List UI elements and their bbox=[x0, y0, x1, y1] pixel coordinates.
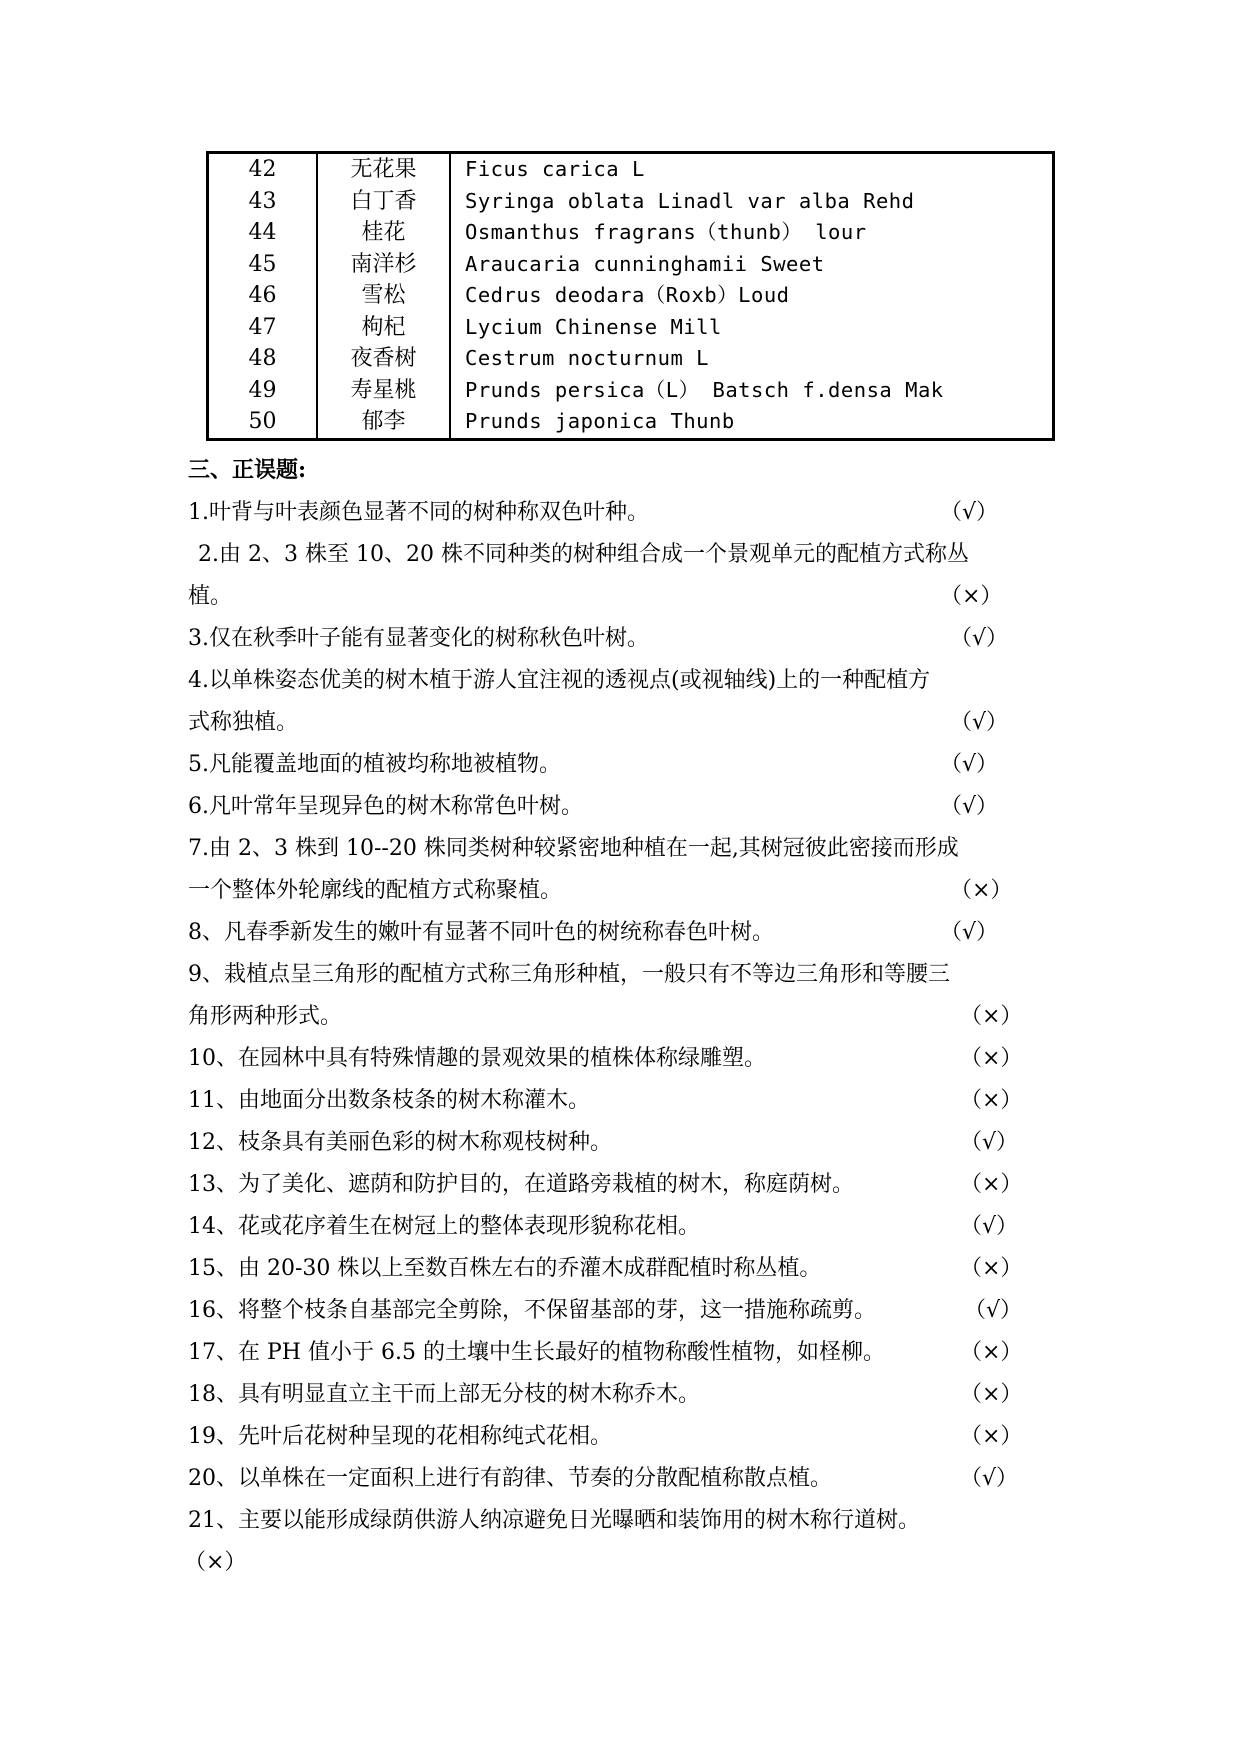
species-table-body bbox=[208, 153, 1054, 440]
question-text: 9、栽植点呈三角形的配植方式称三角形种植，一般只有不等边三角形和等腰三 bbox=[188, 962, 950, 987]
question-text: 16、将整个枝条自基部完全剪除，不保留基部的芽，这一措施称疏剪。 bbox=[188, 1298, 876, 1323]
question-line bbox=[188, 1290, 1058, 1332]
question-text: 7.由 2、3 株到 10--20 株同类树种较紧密地种植在一起,其树冠彼此密接而形成 bbox=[188, 836, 959, 861]
question-text: 3.仅在秋季叶子能有显著变化的树称秋色叶树。 bbox=[188, 626, 649, 651]
row-number: 44 bbox=[248, 220, 277, 245]
question-line bbox=[188, 1458, 1058, 1500]
table-row bbox=[208, 343, 1054, 375]
question-text: 4.以单株姿态优美的树木植于游人宜注视的透视点(或视轴线)上的一种配植方 bbox=[188, 668, 931, 693]
question-text: 一个整体外轮廓线的配植方式称聚植。 bbox=[188, 878, 563, 903]
latin-name: Prunds japonica Thunb bbox=[450, 406, 1054, 439]
question-text: 13、为了美化、遮荫和防护目的，在道路旁栽植的树木，称庭荫树。 bbox=[188, 1172, 854, 1197]
latin-name: Lycium Chinense Mill bbox=[450, 312, 1054, 344]
chinese-name: 郁李 bbox=[317, 406, 450, 439]
answer-mark: （√） bbox=[940, 794, 999, 819]
row-number: 46 bbox=[248, 283, 277, 308]
question-line bbox=[188, 1374, 1058, 1416]
question-text: 式称独植。 bbox=[188, 710, 299, 735]
answer-mark: （×） bbox=[960, 1172, 1023, 1197]
table-row bbox=[208, 312, 1054, 344]
answer-mark: （√） bbox=[960, 1214, 1019, 1239]
latin-name: Ficus carica L bbox=[450, 153, 1054, 186]
answer-mark: （√） bbox=[960, 1466, 1019, 1491]
question-text: 8、凡春季新发生的嫩叶有显著不同叶色的树统称春色叶树。 bbox=[188, 920, 774, 945]
answer-mark: （√） bbox=[964, 1298, 1023, 1323]
answer-mark: （×） bbox=[960, 1424, 1023, 1449]
answer-mark: （×） bbox=[940, 584, 1003, 609]
question-line bbox=[188, 576, 1058, 618]
question-text: 植。 bbox=[188, 584, 233, 609]
answer-mark: （×） bbox=[960, 1340, 1023, 1365]
question-line bbox=[188, 1500, 1058, 1542]
answer-mark: （×） bbox=[950, 878, 1013, 903]
answer-mark: （×） bbox=[960, 1046, 1023, 1071]
table-row bbox=[208, 375, 1054, 407]
question-line bbox=[188, 1206, 1058, 1248]
question-line bbox=[188, 1332, 1058, 1374]
question-line bbox=[188, 618, 1058, 660]
table-row bbox=[208, 153, 1054, 186]
question-text: 14、花或花序着生在树冠上的整体表现形貌称花相。 bbox=[188, 1214, 700, 1239]
latin-name: Cestrum nocturnum L bbox=[450, 343, 1054, 375]
question-text: 18、具有明显直立主干而上部无分枝的树木称乔木。 bbox=[188, 1382, 700, 1407]
answer-mark: （×） bbox=[184, 1550, 247, 1575]
latin-name: Syringa oblata Linadl var alba Rehd bbox=[450, 186, 1054, 218]
question-text: 6.凡叶常年呈现异色的树木称常色叶树。 bbox=[188, 794, 583, 819]
question-line bbox=[188, 1248, 1058, 1290]
question-text: 15、由 20-30 株以上至数百株左右的乔灌木成群配植时称丛植。 bbox=[188, 1256, 822, 1281]
answer-mark: （√） bbox=[960, 1130, 1019, 1155]
chinese-name: 桂花 bbox=[317, 217, 450, 249]
answer-mark: （√） bbox=[950, 626, 1009, 651]
chinese-name: 南洋杉 bbox=[317, 249, 450, 281]
chinese-name: 白丁香 bbox=[317, 186, 450, 218]
question-line bbox=[188, 954, 1058, 996]
section-title: 三、正误题: bbox=[188, 457, 307, 483]
true-false-questions bbox=[184, 492, 1058, 1584]
answer-mark: （×） bbox=[960, 1256, 1023, 1281]
table-row bbox=[208, 217, 1054, 249]
question-text: 角形两种形式。 bbox=[188, 1004, 343, 1029]
table-row bbox=[208, 406, 1054, 439]
question-text: 2.由 2、3 株至 10、20 株不同种类的树种组合成一个景观单元的配植方式称丛 bbox=[198, 542, 969, 567]
question-text: 12、枝条具有美丽色彩的树木称观枝树种。 bbox=[188, 1130, 612, 1155]
question-text: 17、在 PH 值小于 6.5 的土壤中生长最好的植物称酸性植物，如柽柳。 bbox=[188, 1340, 885, 1365]
answer-mark: （√） bbox=[940, 920, 999, 945]
chinese-name: 枸杞 bbox=[317, 312, 450, 344]
table-row bbox=[208, 186, 1054, 218]
question-line bbox=[188, 912, 1058, 954]
question-line bbox=[184, 1542, 1058, 1584]
answer-mark: （√） bbox=[950, 710, 1009, 735]
question-line bbox=[188, 534, 1058, 576]
question-line bbox=[188, 1080, 1058, 1122]
chinese-name: 夜香树 bbox=[317, 343, 450, 375]
question-line bbox=[188, 996, 1058, 1038]
chinese-name: 雪松 bbox=[317, 280, 450, 312]
row-number: 50 bbox=[248, 409, 277, 434]
question-text: 10、在园林中具有特殊情趣的景观效果的植株体称绿雕塑。 bbox=[188, 1046, 766, 1071]
question-text: 11、由地面分出数条枝条的树木称灌木。 bbox=[188, 1088, 590, 1113]
question-line bbox=[188, 702, 1058, 744]
question-line bbox=[188, 1122, 1058, 1164]
row-number: 47 bbox=[248, 314, 277, 340]
latin-name: Cedrus deodara（Roxb）Loud bbox=[450, 280, 1054, 312]
latin-name: Osmanthus fragrans（thunb） lour bbox=[450, 217, 1054, 249]
row-number: 43 bbox=[248, 188, 277, 214]
question-text: 5.凡能覆盖地面的植被均称地被植物。 bbox=[188, 752, 561, 777]
row-number: 49 bbox=[248, 377, 277, 403]
table-row bbox=[208, 249, 1054, 281]
question-text: 19、先叶后花树种呈现的花相称纯式花相。 bbox=[188, 1424, 612, 1449]
question-line bbox=[188, 1038, 1058, 1080]
latin-name: Araucaria cunninghamii Sweet bbox=[450, 249, 1054, 281]
question-line bbox=[188, 828, 1058, 870]
question-text: 1.叶背与叶表颜色显著不同的树种称双色叶种。 bbox=[188, 500, 649, 525]
chinese-name: 无花果 bbox=[317, 153, 450, 186]
row-number: 48 bbox=[248, 346, 277, 371]
question-text: 20、以单株在一定面积上进行有韵律、节奏的分散配植称散点植。 bbox=[188, 1466, 832, 1491]
question-line bbox=[188, 786, 1058, 828]
table-row bbox=[208, 280, 1054, 312]
answer-mark: （×） bbox=[960, 1088, 1023, 1113]
question-line bbox=[188, 1164, 1058, 1206]
question-line bbox=[188, 492, 1058, 534]
chinese-name: 寿星桃 bbox=[317, 375, 450, 407]
answer-mark: （×） bbox=[960, 1382, 1023, 1407]
answer-mark: （×） bbox=[960, 1004, 1023, 1029]
question-line bbox=[188, 744, 1058, 786]
question-text: 21、主要以能形成绿荫供游人纳凉避免日光曝晒和装饰用的树木称行道树。 bbox=[188, 1508, 920, 1533]
latin-name: Prunds persica（L） Batsch f.densa Mak bbox=[450, 375, 1054, 407]
question-line bbox=[188, 660, 1058, 702]
row-number: 45 bbox=[248, 251, 277, 277]
row-number: 42 bbox=[248, 157, 277, 182]
question-line bbox=[188, 1416, 1058, 1458]
question-line bbox=[188, 870, 1058, 912]
answer-mark: （√） bbox=[940, 500, 999, 525]
answer-mark: （√） bbox=[940, 752, 999, 777]
species-table bbox=[206, 151, 1055, 441]
